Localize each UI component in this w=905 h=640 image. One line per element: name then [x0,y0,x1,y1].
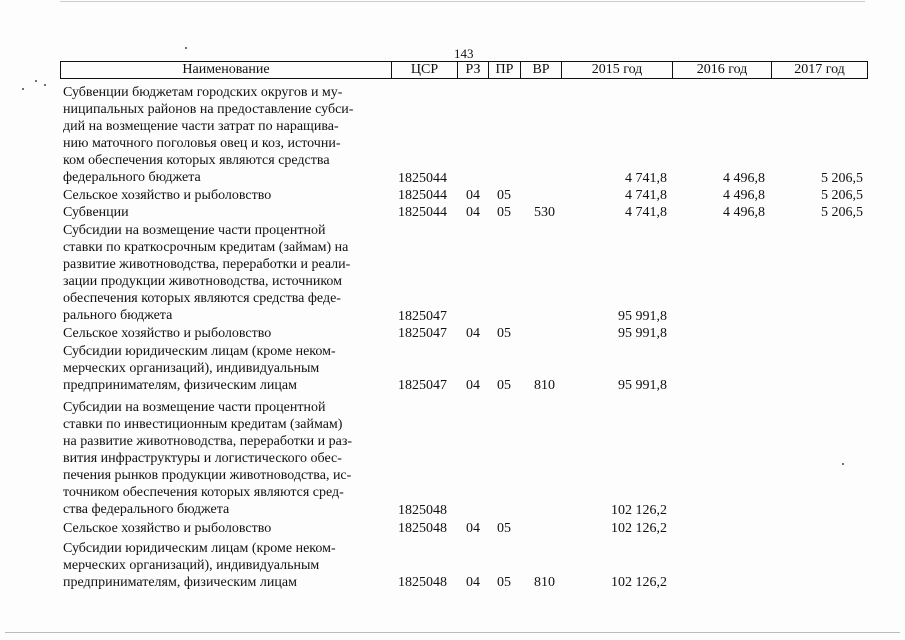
row-2015: 102 126,2 [611,503,667,518]
row-name: Субсидии юридическим лицам (кроме неком- мерческих организаций), индивидуальным предпринимателям, физическим лицам [63,344,336,393]
header-csr: ЦСР [391,62,457,78]
header-2016: 2016 год [672,62,771,78]
row-csr: 1825047 [398,378,447,393]
row-rz: 04 [466,575,480,590]
row-rz: 04 [466,205,480,220]
header-rz: РЗ [457,62,488,78]
table-header [60,61,868,79]
row-csr: 1825044 [398,171,447,186]
row-2016: 4 496,8 [723,171,765,186]
row-vr: 530 [534,205,555,220]
scan-speck [185,47,187,49]
row-name: Субсидии на возмещение части процентной ставки по инвестиционным кредитам (займам) на развитие животноводства, переработки и раз- вития инфраструктуры и логистического обес- печения рынков продукции животноводства, ис- точником обеспечения которых являются сред- ства федерального бюджета [63,400,353,517]
header-vr: ВР [520,62,561,78]
row-name: Субсидии юридическим лицам (кроме неком- мерческих организаций), индивидуальным предпринимателям, физическим лицам [63,541,336,590]
row-2017: 5 206,5 [821,171,863,186]
row-csr: 1825048 [398,521,447,536]
row-2015: 4 741,8 [625,188,667,203]
header-pr: ПР [488,62,520,78]
row-csr: 1825048 [398,503,447,518]
header-2015: 2015 год [561,62,672,78]
row-2015: 95 991,8 [618,326,667,341]
row-2015: 4 741,8 [625,205,667,220]
row-pr: 05 [497,575,511,590]
row-2016: 4 496,8 [723,188,765,203]
header-2017: 2017 год [771,62,867,78]
row-2015: 4 741,8 [625,171,667,186]
row-pr: 05 [497,205,511,220]
row-rz: 04 [466,326,480,341]
row-rz: 04 [466,521,480,536]
row-vr: 810 [534,378,555,393]
row-pr: 05 [497,188,511,203]
scan-top-edge [60,1,865,2]
row-csr: 1825047 [398,309,447,324]
row-2015: 102 126,2 [611,575,667,590]
row-csr: 1825047 [398,326,447,341]
row-2015: 95 991,8 [618,309,667,324]
row-name: Сельское хозяйство и рыболовство [63,188,272,203]
row-2017: 5 206,5 [821,205,863,220]
row-name: Субсидии на возмещение части процентной ставки по краткосрочным кредитам (займам) на развитие животноводства, переработки и реали- зации продукции животноводства, источником обеспечения которых являются средства феде- рального бюджета [63,223,351,323]
scan-speck [842,463,844,465]
header-name: Наименование [182,62,270,77]
row-pr: 05 [497,326,511,341]
scan-speck [44,84,46,86]
row-name: Субвенции бюджетам городских округов и му- ниципальных районов на предоставление субси- дий на возмещение части затрат по наращива- нию маточного поголовья овец и коз, источни- ком обеспечения которых являются средства федерального бюджета [63,85,354,185]
row-2015: 102 126,2 [611,521,667,536]
row-name: Сельское хозяйство и рыболовство [63,521,272,536]
row-csr: 1825044 [398,205,447,220]
row-2015: 95 991,8 [618,378,667,393]
scan-speck [22,88,24,90]
row-vr: 810 [534,575,555,590]
page-number: 143 [454,46,474,61]
row-name: Субвенции [63,205,129,220]
row-csr: 1825048 [398,575,447,590]
row-rz: 04 [466,378,480,393]
row-pr: 05 [497,378,511,393]
scan-speck [35,80,37,82]
row-rz: 04 [466,188,480,203]
row-2016: 4 496,8 [723,205,765,220]
row-2017: 5 206,5 [821,188,863,203]
row-pr: 05 [497,521,511,536]
row-name: Сельское хозяйство и рыболовство [63,326,272,341]
scan-bottom-edge [5,632,900,633]
row-csr: 1825044 [398,188,447,203]
